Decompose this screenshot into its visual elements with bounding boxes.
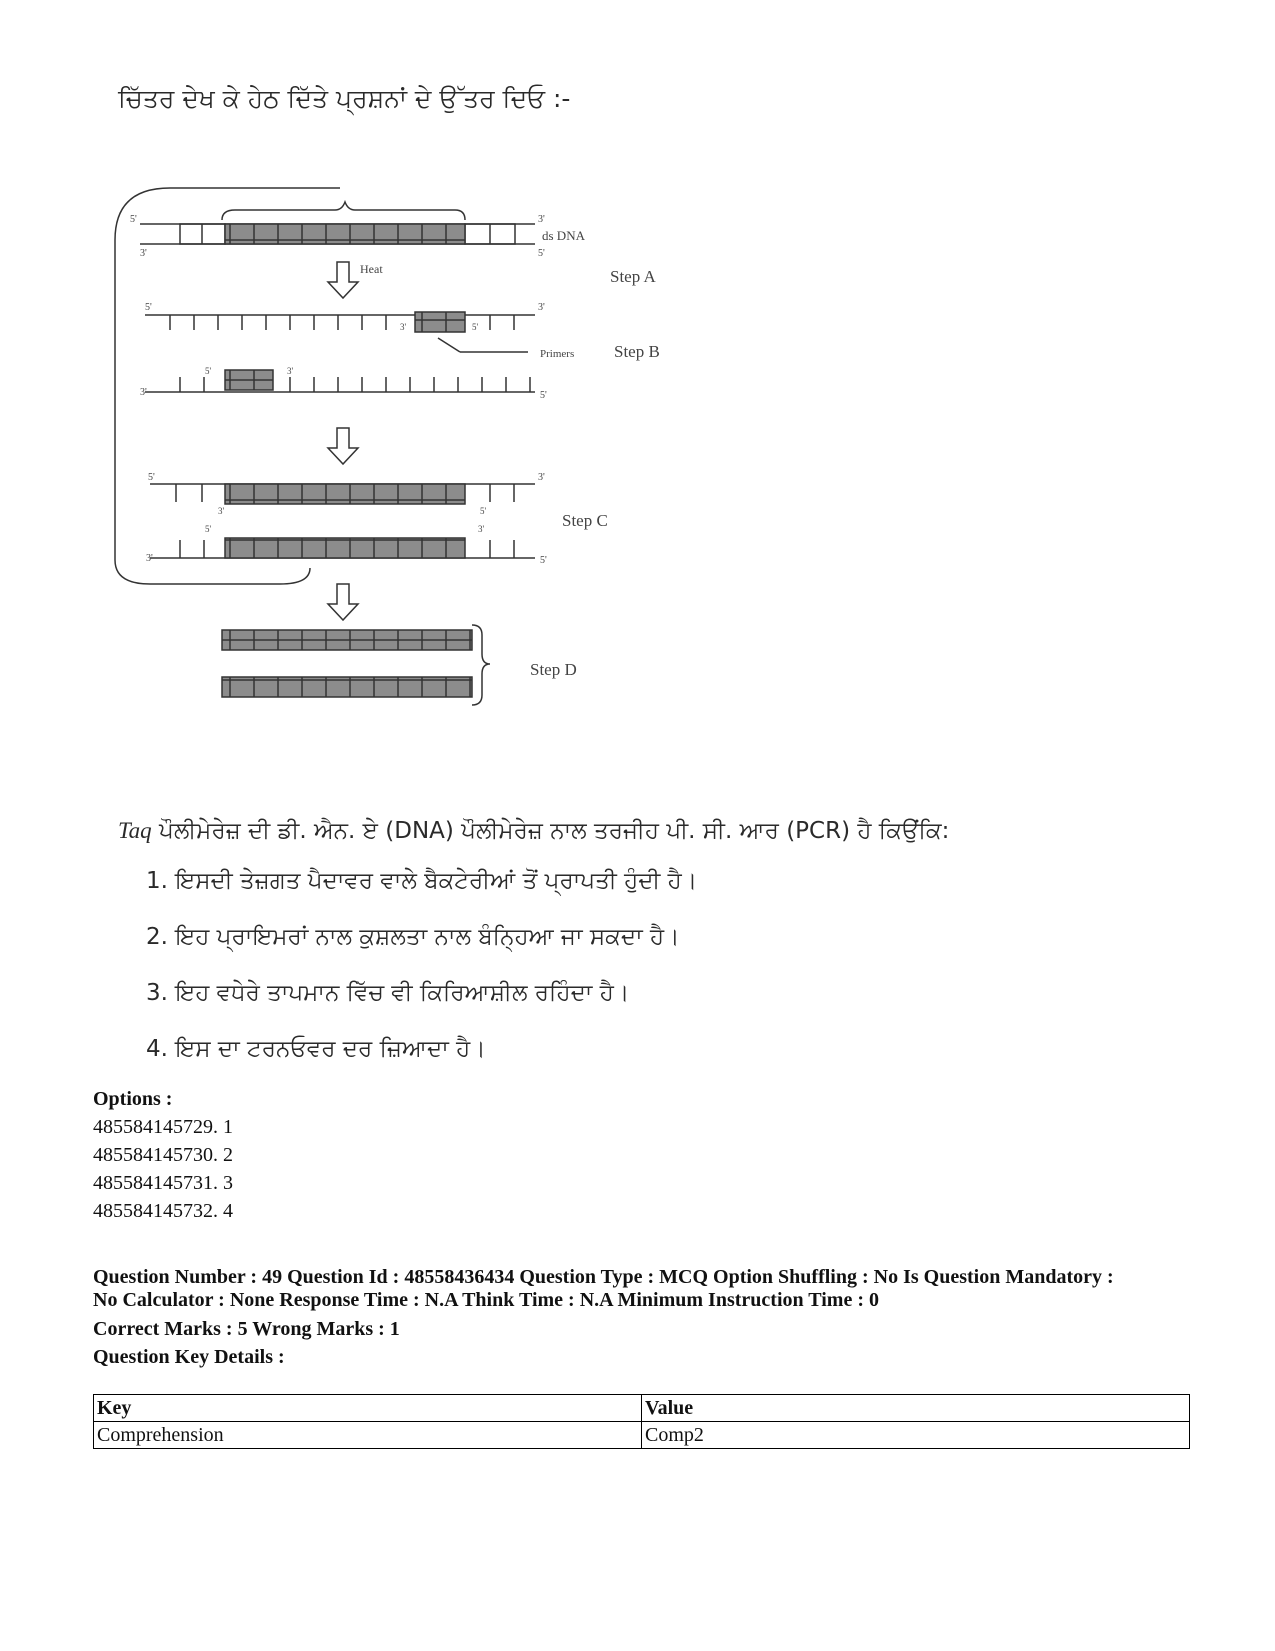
label-3prime-c4: 3': [146, 553, 153, 564]
label-3prime-c: 3': [538, 472, 545, 483]
label-5prime-b2: 5': [540, 390, 547, 401]
statement-1: 1. ਇਸਦੀ ਤੇਜ਼ਗਤ ਪੈਦਾਵਰ ਵਾਲੇ ਬੈਕਟੇਰੀਆਂ ਤੋਂ ਪ੍ਰਾਪਤੀ ਹੁੰਦੀ ਹੈ।: [146, 868, 698, 894]
option-1: 485584145729. 1: [93, 1116, 233, 1138]
table-cell-key: Comprehension: [94, 1422, 642, 1449]
table-header-row: [94, 1395, 1190, 1422]
label-ds-dna: ds DNA: [542, 228, 585, 243]
label-step-b: Step B: [614, 342, 660, 361]
label-5prime-c: 5': [148, 472, 155, 483]
label-5prime-a: 5': [130, 214, 137, 225]
table-header-key: Key: [94, 1395, 642, 1422]
label-3prime-a: 3': [140, 248, 147, 259]
label-5prime-c4: 5': [540, 555, 547, 566]
label-3prime-a2: 3': [538, 214, 545, 225]
label-3prime-primer1: 3': [400, 322, 407, 332]
question-meta-line-1: Question Number : 49 Question Id : 48558436434 Question Type : MCQ Option Shuffling : No Is Question Mandatory :: [93, 1266, 1114, 1288]
heat-arrow: [328, 262, 358, 298]
label-5prime-c2: 5': [480, 506, 487, 516]
table-cell-value: Comp2: [642, 1422, 1190, 1449]
label-3prime-c3: 3': [478, 524, 485, 534]
label-5prime-c3: 5': [205, 524, 212, 534]
statement-3: 3. ਇਹ ਵਧੇਰੇ ਤਾਪਮਾਨ ਵਿੱਚ ਵੀ ਕਿਰਿਆਸ਼ੀਲ ਰਹਿੰਦਾ ਹੈ।: [146, 980, 630, 1006]
question-stem: [118, 818, 949, 844]
label-3prime-b: 3': [538, 302, 545, 313]
label-3prime-c2: 3': [218, 506, 225, 516]
question-marks: Correct Marks : 5 Wrong Marks : 1: [93, 1318, 400, 1340]
pcr-diagram: [110, 180, 710, 755]
option-3: 485584145731. 3: [93, 1172, 233, 1194]
label-step-d: Step D: [530, 660, 577, 679]
key-details-heading: Question Key Details :: [93, 1346, 285, 1368]
question-stem-text: ਪੌਲੀਮੇਰੇਜ਼ ਦੀ ਡੀ. ਐਨ. ਏ (DNA) ਪੌਲੀਮੇਰੇਜ਼ ਨਾਲ ਤਰਜੀਹ ਪੀ. ਸੀ. ਆਰ (PCR) ਹੈ ਕਿਉਂਕਿ:: [159, 818, 950, 844]
statement-4: 4. ਇਸ ਦਾ ਟਰਨਓਵਰ ਦਰ ਜ਼ਿਆਦਾ ਹੈ।: [146, 1036, 486, 1062]
label-5prime-primer1: 5': [472, 322, 479, 332]
label-step-a: Step A: [610, 267, 656, 286]
table-row: [94, 1422, 1190, 1449]
label-heat: Heat: [360, 262, 383, 276]
label-step-c: Step C: [562, 511, 608, 530]
label-5prime-primer2: 5': [205, 366, 212, 376]
label-primers: Primers: [540, 348, 575, 360]
label-3prime-primer2: 3': [287, 366, 294, 376]
question-stem-taq: Taq: [118, 818, 152, 843]
label-3prime-b2: 3': [140, 387, 147, 398]
table-header-value: Value: [642, 1395, 1190, 1422]
question-meta-line-2: No Calculator : None Response Time : N.A Think Time : N.A Minimum Instruction Time : 0: [93, 1289, 879, 1311]
option-4: 485584145732. 4: [93, 1200, 233, 1222]
label-5prime-a2: 5': [538, 248, 545, 259]
key-details-table: [93, 1394, 1190, 1449]
label-5prime-b: 5': [145, 302, 152, 313]
statement-2: 2. ਇਹ ਪ੍ਰਾਇਮਰਾਂ ਨਾਲ ਕੁਸ਼ਲਤਾ ਨਾਲ ਬੰਨ੍ਹਿਆ ਜਾ ਸਕਦਾ ਹੈ।: [146, 924, 680, 950]
instruction-text: ਚਿੱਤਰ ਦੇਖ ਕੇ ਹੇਠ ਦਿੱਤੇ ਪ੍ਰਸ਼ਨਾਂ ਦੇ ਉੱਤਰ ਦਿਓ :-: [118, 84, 571, 113]
option-2: 485584145730. 2: [93, 1144, 233, 1166]
options-heading: Options :: [93, 1088, 173, 1110]
